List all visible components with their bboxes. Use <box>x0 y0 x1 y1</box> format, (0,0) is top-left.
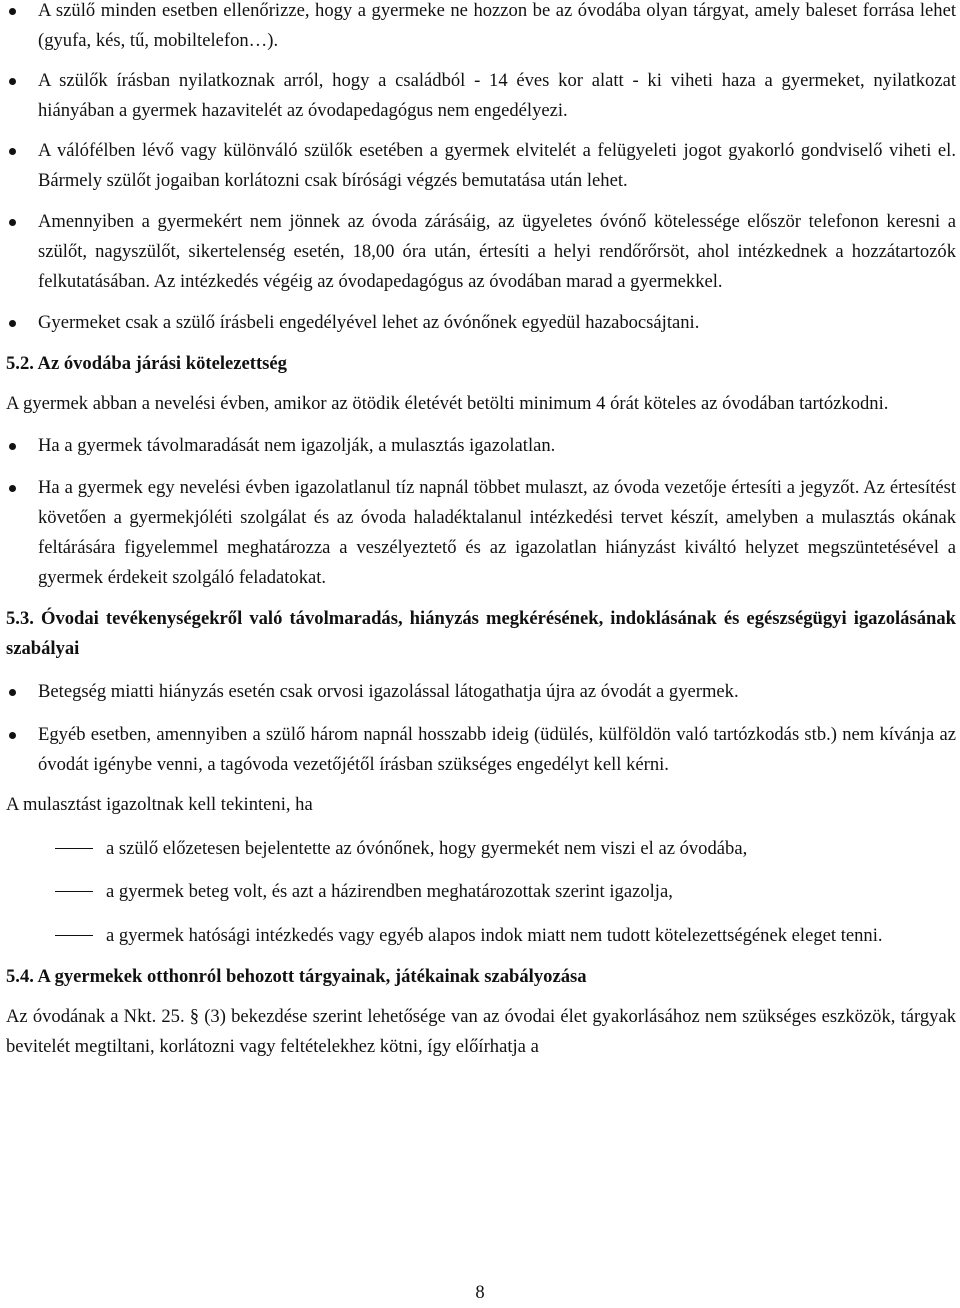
section-heading-5-4: 5.4. A gyermekek otthonról behozott tárgyainak, játékainak szabályozása <box>6 966 587 987</box>
page-number: 8 <box>475 1282 485 1303</box>
bullet-item: A szülők írásban nyilatkoznak arról, hogy a családból - 14 éves kor alatt - ki viheti haza a gyermeket, nyilatkozat hiányában a gyermek hazavitelét az óvodapedagógus nem engedélyezi. <box>6 66 956 126</box>
bullet-item: Amennyiben a gyermekért nem jönnek az óvoda zárásáig, az ügyeletes óvónő kötelessége először telefonon keresni a szülőt, nagyszülőt, sikertelenség esetén, 18,00 óra után, értesíti a helyi rendőrőrsöt, ahol intézkednek a hozzátartozók felkutatásában. Az intézkedés végéig az óvodapedagógus az óvodában marad a gyermekkel. <box>6 207 956 297</box>
dash-item: a gyermek beteg volt, és azt a házirendben meghatározottak szerint igazolja, <box>6 877 956 907</box>
section-5-4-text: Az óvodának a Nkt. 25. § (3) bekezdése szerint lehetősége van az óvodai élet gyakorlásához nem szükséges eszközök, tárgyak bevitelét megtiltani, korlátozni vagy feltételekhez kötni, így előírhatja a <box>6 1006 956 1057</box>
bullet-item: Egyéb esetben, amennyiben a szülő három napnál hosszabb ideig (üdülés, külföldön való tartózkodás stb.) nem kívánja az óvodát igénybe venni, a tagóvoda vezetőjétől írásban szükséges engedélyt kell kérni. <box>6 720 956 780</box>
bullet-item: Ha a gyermek távolmaradását nem igazolják, a mulasztás igazolatlan. <box>6 431 956 461</box>
section-5-3-dash-list <box>6 834 956 951</box>
section-5-3-lead: A mulasztást igazoltnak kell tekinteni, ha <box>6 794 313 815</box>
bullet-item: A szülő minden esetben ellenőrizze, hogy a gyermeke ne hozzon be az óvodába olyan tárgyat, amely baleset forrása lehet (gyufa, kés, tű, mobiltelefon…). <box>6 0 956 56</box>
section-5-3-bullet-list <box>6 677 956 780</box>
bullet-item: Ha a gyermek egy nevelési évben igazolatlanul tíz napnál többet mulaszt, az óvoda vezetője értesíti a jegyzőt. Az értesítést követően a gyermekjóléti szolgálat és az óvoda haladéktalanul intézkedési tervet készít, amelyben a mulasztás okának feltárására figyelemmel meghatározza a veszélyeztető és az igazolatlan hiányzást kiváltó helyzet megszüntetésével a gyermek érdekeit szolgáló feladatokat. <box>6 473 956 593</box>
top-bullet-list <box>6 0 956 338</box>
bullet-item: Gyermeket csak a szülő írásbeli engedélyével lehet az óvónőnek egyedül hazabocsájtani. <box>6 308 956 338</box>
dash-item: a gyermek hatósági intézkedés vagy egyéb alapos indok miatt nem tudott kötelezettségének eleget tenni. <box>6 921 956 951</box>
document-page <box>6 0 956 1062</box>
section-5-2-intro: A gyermek abban a nevelési évben, amikor az ötödik életévét betölti minimum 4 órát köteles az óvodában tartózkodni. <box>6 393 889 414</box>
dash-item: a szülő előzetesen bejelentette az óvónőnek, hogy gyermekét nem viszi el az óvodába, <box>6 834 956 864</box>
bullet-item: Betegség miatti hiányzás esetén csak orvosi igazolással látogathatja újra az óvodát a gyermek. <box>6 677 956 707</box>
bullet-item: A válófélben lévő vagy különváló szülők esetében a gyermek elvitelét a felügyeleti jogot gyakorló gondviselő viheti el. Bármely szülőt jogaiban korlátozni csak bírósági végzés bemutatása után lehet. <box>6 136 956 196</box>
section-heading-5-2: 5.2. Az óvodába járási kötelezettség <box>6 353 287 374</box>
section-5-2-bullet-list <box>6 431 956 593</box>
section-heading-5-3: 5.3. Óvodai tevékenységekről való távolmaradás, hiányzás megkérésének, indoklásának és egészségügyi igazolásának szabályai <box>6 608 956 659</box>
